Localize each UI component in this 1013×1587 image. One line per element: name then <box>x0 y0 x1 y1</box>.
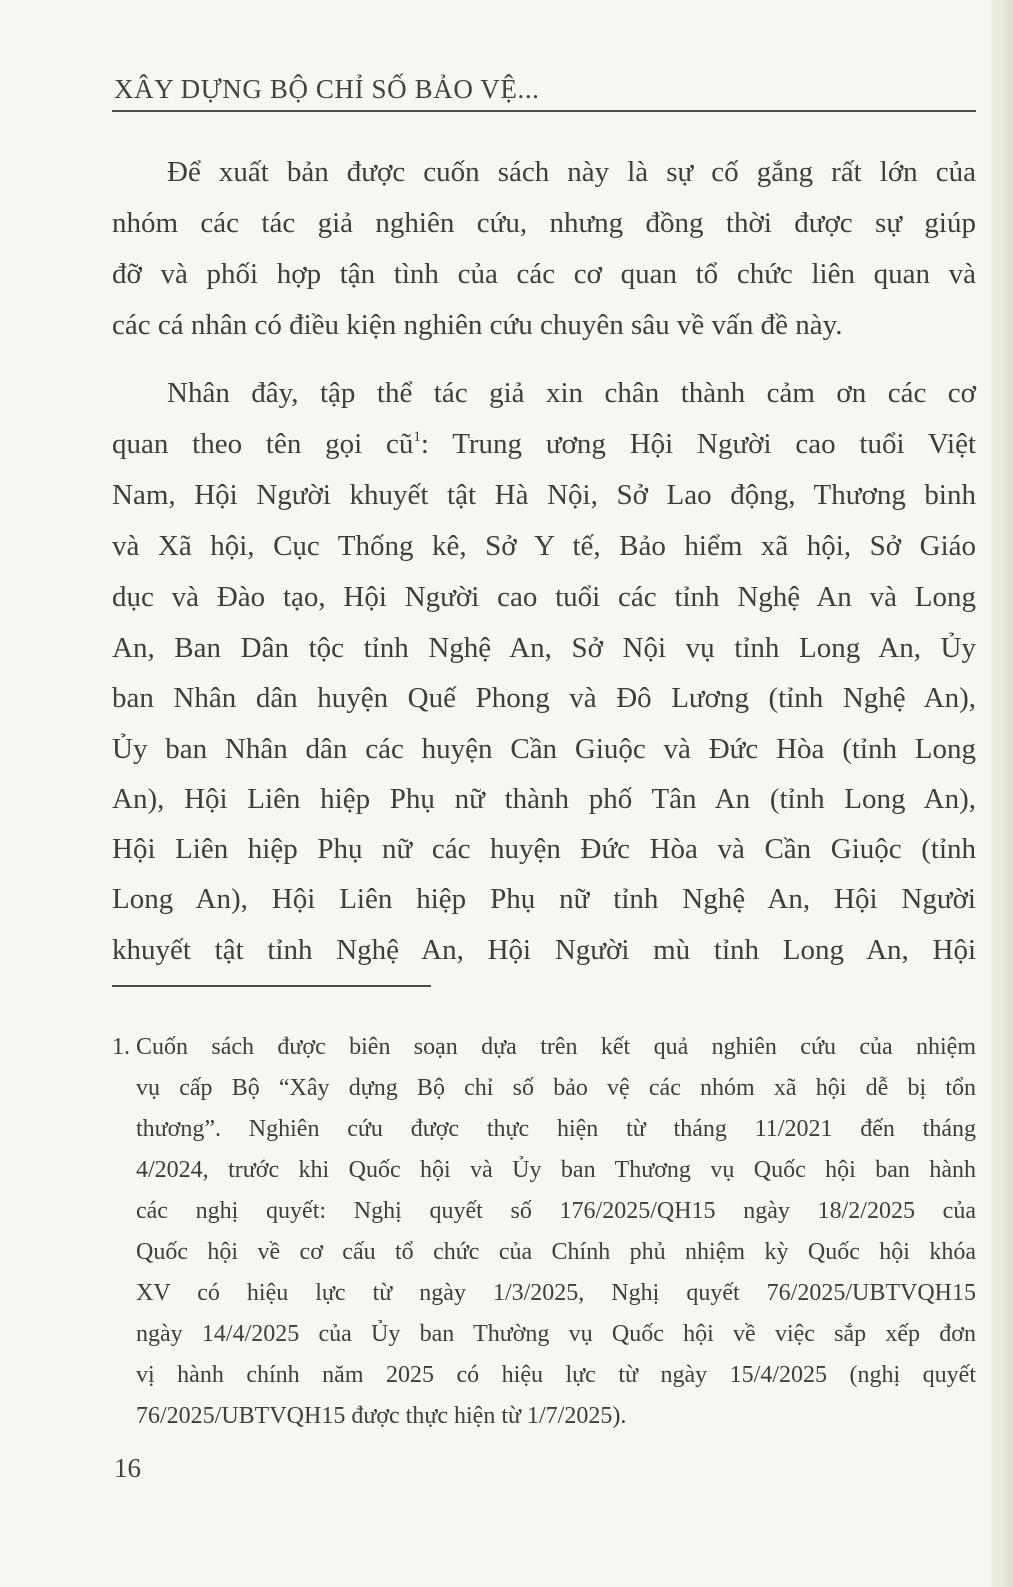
text-line: và Xã hội, Cục Thống kê, Sở Y tế, Bảo hiểm xã hội, Sở Giáo <box>112 530 976 562</box>
page-number: 16 <box>114 1453 141 1483</box>
text-segment: Cuốn sách được biên soạn dựa trên kết quả nghiên cứu của nhiệm <box>136 1034 976 1060</box>
header-rule <box>112 110 976 112</box>
footnote-separator <box>112 985 431 987</box>
footnote-line: các nghị quyết: Nghị quyết số 176/2025/QH15 ngày 18/2/2025 của <box>136 1198 976 1224</box>
text-line: An, Ban Dân tộc tỉnh Nghệ An, Sở Nội vụ tỉnh Long An, Ủy <box>112 632 976 664</box>
footnote-line <box>112 1033 976 1061</box>
footnote-line: ngày 14/4/2025 của Ủy ban Thường vụ Quốc hội về việc sắp xếp đơn <box>136 1321 976 1347</box>
text-line: khuyết tật tỉnh Nghệ An, Hội Người mù tỉnh Long An, Hội <box>112 934 976 966</box>
running-header: XÂY DỰNG BỘ CHỈ SỐ BẢO VỆ... <box>114 74 540 104</box>
footnote-number: 1. <box>112 1034 130 1060</box>
page-edge-shadow <box>991 0 1013 1587</box>
text-line: Nam, Hội Người khuyết tật Hà Nội, Sở Lao động, Thương binh <box>112 479 976 511</box>
text-line: ban Nhân dân huyện Quế Phong và Đô Lương (tỉnh Nghệ An), <box>112 682 976 714</box>
text-line: các cá nhân có điều kiện nghiên cứu chuyên sâu về vấn đề này. <box>112 309 843 341</box>
footnote-line: 76/2025/UBTVQH15 được thực hiện từ 1/7/2025). <box>136 1403 627 1429</box>
footnote-line: thương”. Nghiên cứu được thực hiện từ tháng 11/2021 đến tháng <box>136 1116 976 1142</box>
footnote-line: vụ cấp Bộ “Xây dựng Bộ chỉ số bảo vệ các nhóm xã hội dễ bị tổn <box>136 1075 976 1101</box>
text-line: Hội Liên hiệp Phụ nữ các huyện Đức Hòa và Cần Giuộc (tỉnh <box>112 833 976 865</box>
text-segment: : Trung ương Hội Người cao tuổi Việt <box>420 428 976 460</box>
text-line: Ủy ban Nhân dân các huyện Cần Giuộc và Đức Hòa (tỉnh Long <box>112 733 976 765</box>
footnote-reference[interactable]: 1 <box>413 429 421 445</box>
text-line: đỡ và phối hợp tận tình của các cơ quan tổ chức liên quan và <box>112 258 976 290</box>
text-line: Để xuất bản được cuốn sách này là sự cố gắng rất lớn của <box>167 156 976 188</box>
text-line: Long An), Hội Liên hiệp Phụ nữ tỉnh Nghệ An, Hội Người <box>112 883 976 915</box>
footnote-line: 4/2024, trước khi Quốc hội và Ủy ban Thương vụ Quốc hội ban hành <box>136 1157 976 1183</box>
text-line: An), Hội Liên hiệp Phụ nữ thành phố Tân An (tỉnh Long An), <box>112 783 976 815</box>
footnote-line: XV có hiệu lực từ ngày 1/3/2025, Nghị quyết 76/2025/UBTVQH15 <box>136 1280 976 1306</box>
footnote-line: Quốc hội về cơ cấu tổ chức của Chính phủ nhiệm kỳ Quốc hội khóa <box>136 1239 976 1265</box>
text-segment: quan theo tên gọi cũ <box>112 428 414 460</box>
text-line: nhóm các tác giả nghiên cứu, nhưng đồng thời được sự giúp <box>112 207 976 239</box>
footnote-line: vị hành chính năm 2025 có hiệu lực từ ngày 15/4/2025 (nghị quyết <box>136 1362 976 1388</box>
text-line: Nhân đây, tập thể tác giả xin chân thành cảm ơn các cơ <box>167 377 976 409</box>
text-line <box>112 427 976 461</box>
text-line: dục và Đào tạo, Hội Người cao tuổi các tỉnh Nghệ An và Long <box>112 581 976 613</box>
